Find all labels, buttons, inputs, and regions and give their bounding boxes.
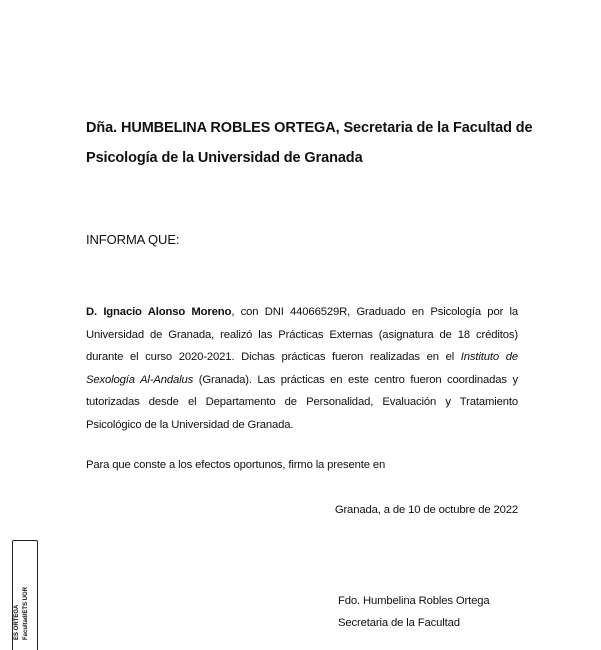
body-text-a: , con DNI 44066529R, Graduado en Psicología por la Universidad de Granada, realizó las Prácticas Externas (asignatura de 18 créditos) durante el curso 2020-2021. Dichas prácticas fueron realizadas en el	[86, 306, 519, 364]
informa-label: INFORMA QUE:	[86, 232, 180, 247]
stamp-line-1: ES ORTEGA	[14, 604, 20, 640]
heading-line-1: Dña. HUMBELINA ROBLES ORTEGA, Secretaria de la Facultad de	[86, 120, 533, 136]
closing-statement: Para que conste a los efectos oportunos, firmo la presente en	[86, 459, 386, 471]
institution-name: Instituto de Sexología Al-Andalus	[86, 351, 518, 386]
body-paragraph	[86, 301, 518, 437]
stamp-line-2: Facultad/ETS UGR	[23, 586, 29, 640]
student-name: D. Ignacio Alonso Moreno	[86, 306, 232, 318]
stamp-text	[13, 587, 31, 640]
date-line: Granada, a de 10 de octubre de 2022	[334, 504, 518, 516]
signature-name: Fdo. Humbelina Robles Ortega	[338, 595, 490, 607]
heading-line-2: Psicología de la Universidad de Granada	[86, 150, 363, 166]
document-heading	[86, 113, 556, 173]
body-text-b: (Granada). Las prácticas en este centro fueron coordinadas y tutorizadas desde el Departamento de Personalidad, Evaluación y Tratamiento Psicológico de la Universidad de Granada.	[86, 373, 518, 431]
signature-role: Secretaria de la Facultad	[338, 617, 460, 629]
